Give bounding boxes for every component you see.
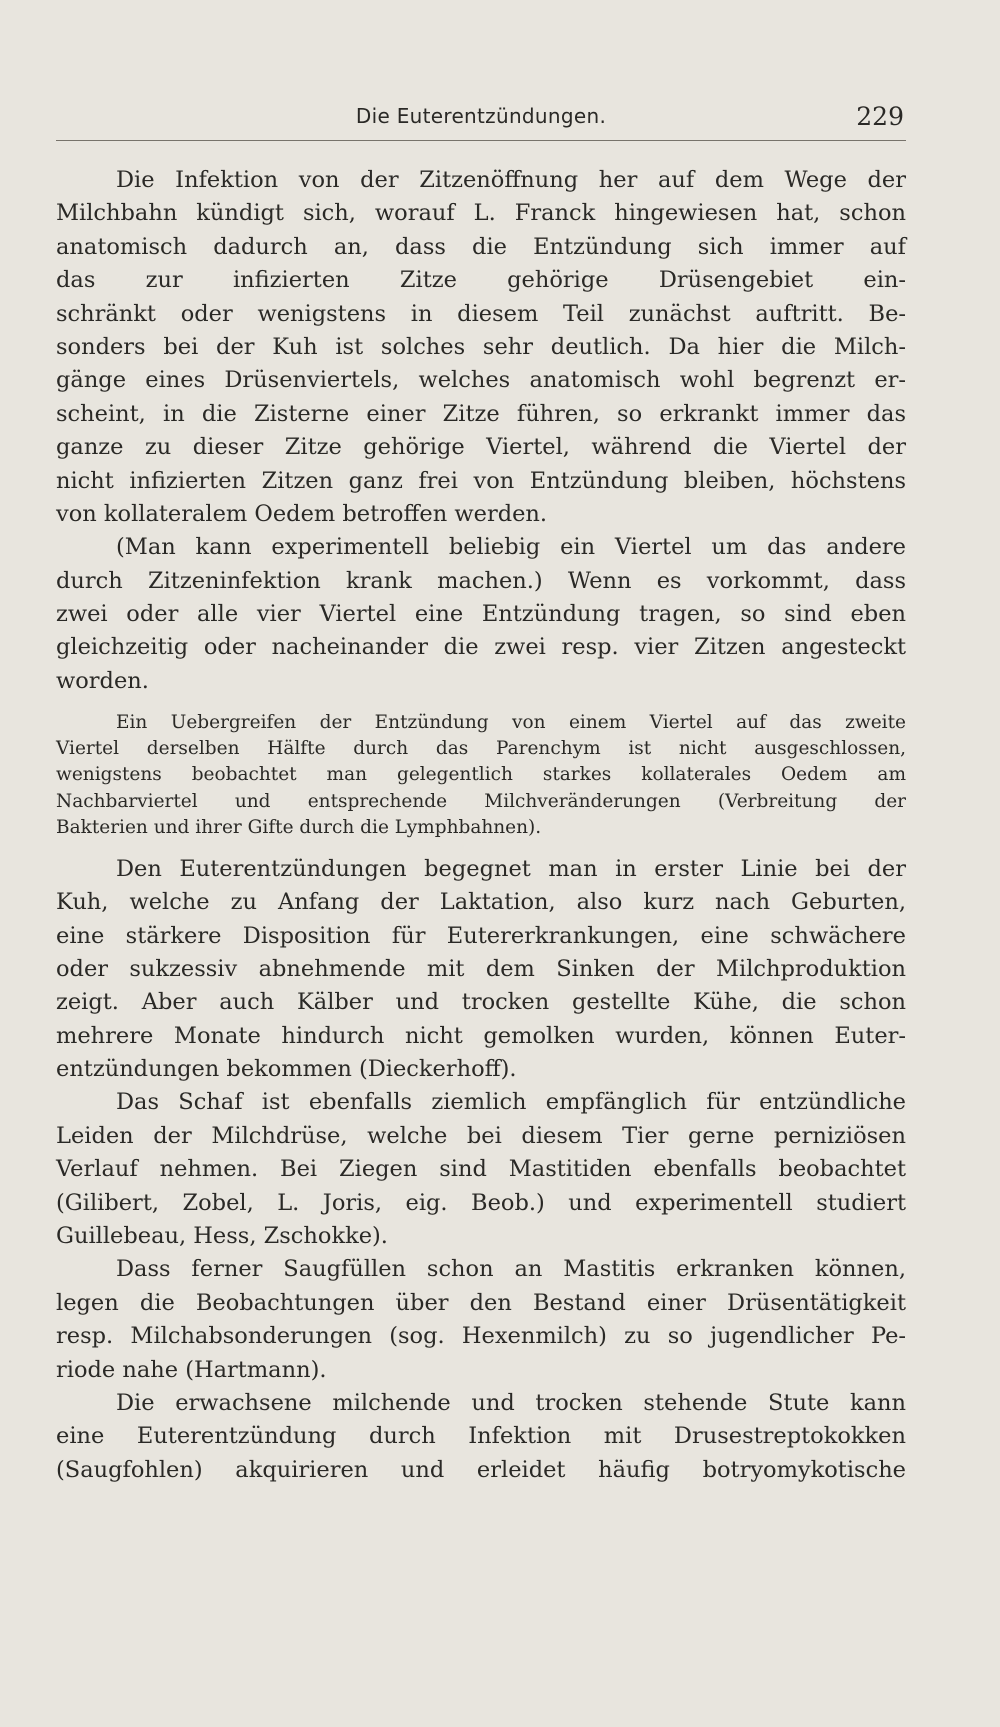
text-line: (Saugfohlen) akquirieren und erleidet häufig botryomykotische	[56, 1456, 906, 1483]
text-line: das zur infizierten Zitze gehörige Drüsengebiet ein-	[56, 267, 906, 294]
page-header	[56, 104, 906, 140]
text-line: gänge eines Drüsenviertels, welches anatomisch wohl begrenzt er-	[56, 367, 906, 394]
main-paragraphs	[56, 164, 906, 698]
text-line: zeigt. Aber auch Kälber und trocken gestellte Kühe, die schon	[56, 989, 906, 1016]
text-line: Ein Uebergreifen der Entzündung von einem Viertel auf das zweite	[116, 712, 906, 734]
text-line: eine stärkere Disposition für Eutererkrankungen, eine schwächere	[56, 922, 906, 949]
text-line: anatomisch dadurch an, dass die Entzündung sich immer auf	[56, 233, 906, 260]
text-line: Leiden der Milchdrüse, welche bei diesem Tier gerne perniziösen	[56, 1122, 906, 1149]
text-line: wenigstens beobachtet man gelegentlich starkes kollaterales Oedem am	[56, 764, 906, 786]
text-line: Guillebeau, Hess, Zschokke).	[56, 1223, 388, 1250]
text-line: (Gilibert, Zobel, L. Joris, eig. Beob.) und experimentell studiert	[56, 1189, 906, 1216]
small-print-note	[56, 710, 906, 840]
text-line: mehrere Monate hindurch nicht gemolken wurden, können Euter-	[56, 1022, 906, 1049]
text-line: Dass ferner Saugfüllen schon an Mastitis erkranken können,	[116, 1256, 906, 1283]
header-rule	[56, 140, 906, 141]
running-title: Die Euterentzündungen.	[355, 104, 607, 128]
body-text	[56, 164, 906, 1487]
text-line: resp. Milchabsonderungen (sog. Hexenmilch) zu so jugendlicher Pe-	[56, 1323, 906, 1350]
text-line: riode nahe (Hartmann).	[56, 1356, 327, 1383]
text-line: oder sukzessiv abnehmende mit dem Sinken der Milchproduktion	[56, 955, 906, 982]
gap-before-note	[56, 698, 906, 710]
text-line: Das Schaf ist ebenfalls ziemlich empfänglich für entzündliche	[116, 1089, 906, 1116]
text-line: ganze zu dieser Zitze gehörige Viertel, während die Viertel der	[56, 434, 906, 461]
text-line: Die Infektion von der Zitzenöffnung her auf dem Wege der	[116, 167, 906, 193]
text-line: Bakterien und ihrer Gifte durch die Lymphbahnen).	[56, 816, 542, 838]
text-line: Viertel derselben Hälfte durch das Parenchym ist nicht ausgeschlossen,	[56, 738, 906, 760]
text-line: Nachbarviertel und entsprechende Milchveränderungen (Verbreitung der	[56, 790, 906, 812]
text-line: entzündungen bekommen (Dieckerhoff).	[56, 1056, 517, 1083]
text-line: von kollateralem Oedem betroffen werden.	[56, 500, 548, 527]
continued-paragraphs	[56, 853, 906, 1487]
text-line: Den Euterentzündungen begegnet man in erster Linie bei der	[116, 855, 906, 882]
page-number: 229	[856, 102, 904, 131]
text-line: Die erwachsene milchende und trocken stehende Stute kann	[116, 1389, 906, 1416]
text-line: durch Zitzeninfektion krank machen.) Wenn es vorkommt, dass	[56, 567, 906, 594]
gap-after-note	[56, 841, 906, 853]
text-line: nicht infizierten Zitzen ganz frei von Entzündung bleiben, höchstens	[56, 467, 906, 494]
text-line: zwei oder alle vier Viertel eine Entzündung tragen, so sind eben	[56, 601, 906, 628]
text-line: Verlauf nehmen. Bei Ziegen sind Mastitiden ebenfalls beobachtet	[56, 1156, 906, 1183]
text-line: gleichzeitig oder nacheinander die zwei resp. vier Zitzen angesteckt	[56, 634, 906, 661]
text-line: legen die Beobachtungen über den Bestand einer Drüsentätigkeit	[56, 1289, 906, 1316]
text-line: scheint, in die Zisterne einer Zitze führen, so erkrankt immer das	[56, 400, 906, 427]
text-line: worden.	[56, 667, 149, 694]
text-line: schränkt oder wenigstens in diesem Teil zunächst auftritt. Be-	[56, 300, 906, 327]
text-line: Kuh, welche zu Anfang der Laktation, also kurz nach Geburten,	[56, 889, 906, 916]
text-line: eine Euterentzündung durch Infektion mit Drusestreptokokken	[56, 1423, 906, 1450]
text-line: (Man kann experimentell beliebig ein Viertel um das andere	[116, 534, 906, 561]
text-line: sonders bei der Kuh ist solches sehr deutlich. Da hier die Milch-	[56, 333, 906, 360]
text-line: Milchbahn kündigt sich, worauf L. Franck hingewiesen hat, schon	[56, 200, 906, 227]
